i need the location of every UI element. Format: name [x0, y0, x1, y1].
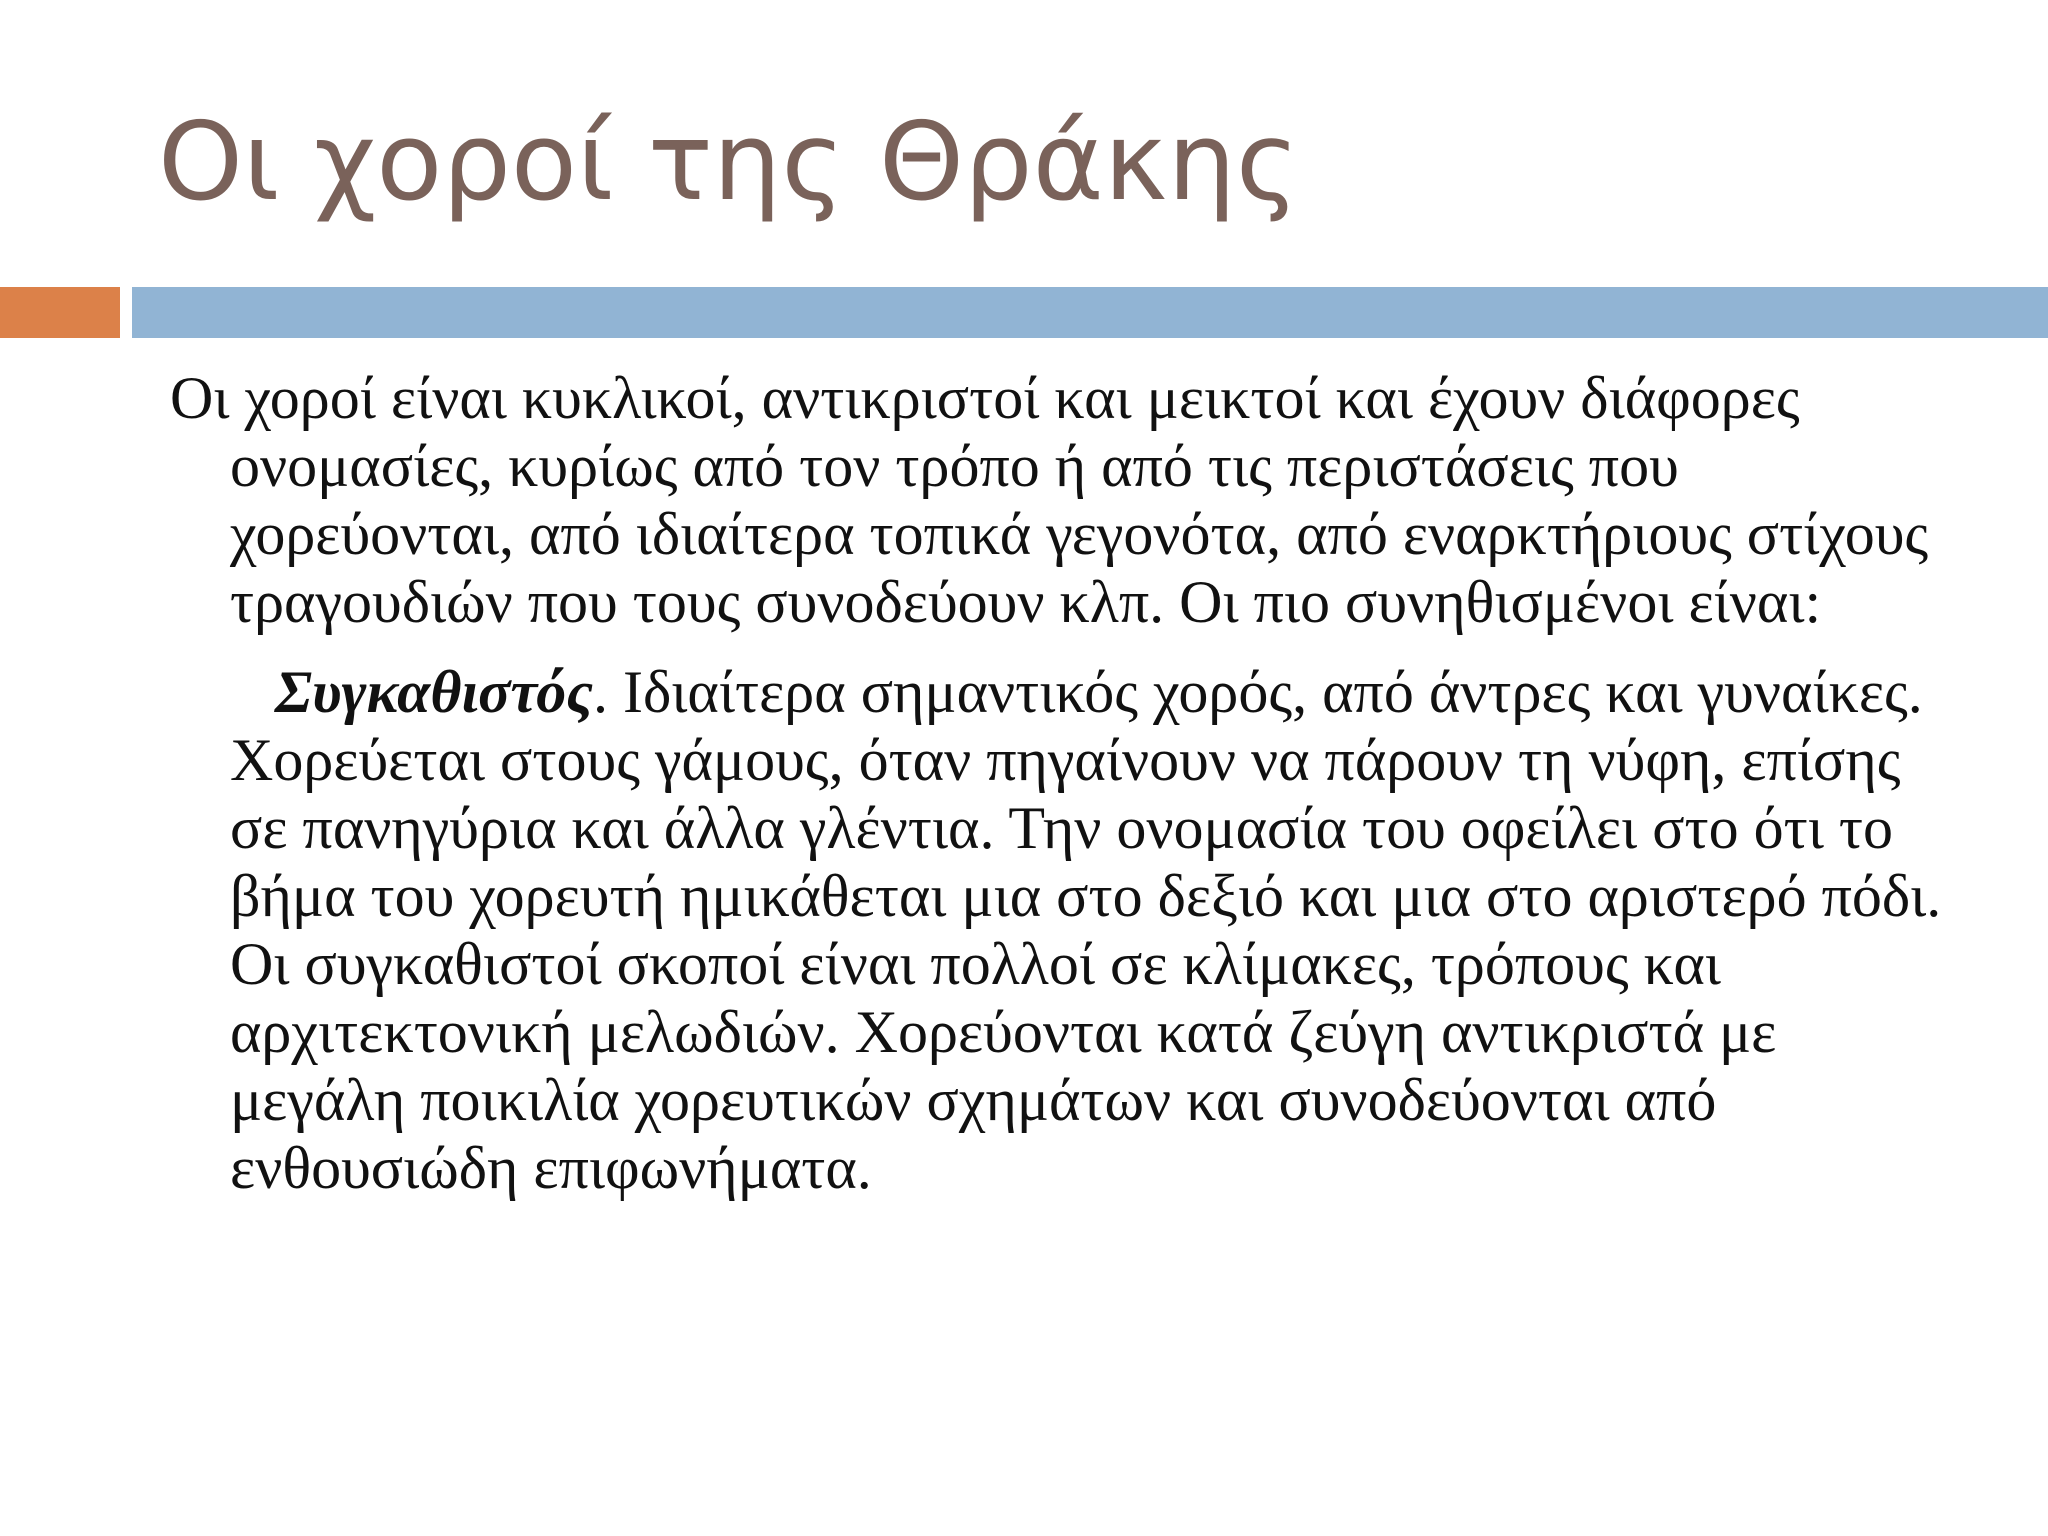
title-divider-bar [132, 287, 2048, 338]
dance-description: . Ιδιαίτερα σημαντικός χορός, από άντρες και γυναίκες. Χορεύεται στους γάμους, όταν πηγαίνουν να πάρουν τη νύφη, επίσης σε πανηγύρια και άλλα γλέντια. Την ονομασία του οφείλει στο ότι το βήμα του χορευτή ημικάθεται μια στο δεξιό και μια στο αριστερό πόδι. Οι συγκαθιστοί σκοποί είναι πολλοί σε κλίμακες, τρόπους και αρχιτεκτονική μελωδιών. Χορεύονται κατά ζεύγη αντικριστά με μεγάλη ποικιλία χορευτικών σχημάτων και συνοδεύονται από ενθουσιώδη επιφωνήματα. [230, 659, 1942, 1201]
slide-body [170, 364, 1950, 1202]
dance-description-paragraph [170, 658, 1950, 1202]
intro-paragraph: Οι χοροί είναι κυκλικοί, αντικριστοί και μεικτοί και έχουν διάφορες ονομασίες, κυρίως από τον τρόπο ή από τις περιστάσεις που χορεύονται, από ιδιαίτερα τοπικά γεγονότα, από εναρκτήριους στίχους τραγουδιών που τους συνοδεύουν κλπ. Οι πιο συνηθισμένοι είναι: [170, 365, 1929, 635]
accent-bar [0, 287, 120, 338]
slide-title: Οι χοροί της Θράκης [158, 100, 1300, 225]
dance-name: Συγκαθιστός [275, 659, 594, 725]
